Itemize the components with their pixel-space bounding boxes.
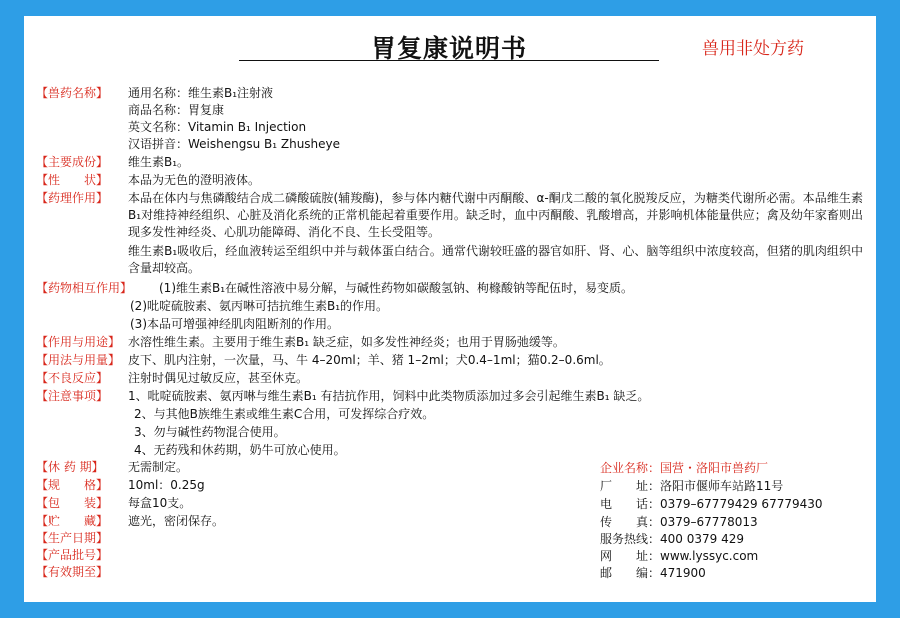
interaction-row bbox=[36, 280, 161, 296]
batch-row bbox=[36, 547, 128, 563]
precaution-item-2: 2、与其他B族维生素或维生素C合用，可发挥综合疗效。 bbox=[134, 407, 435, 421]
character-row bbox=[36, 172, 261, 188]
company-fax-value: 0379–67778013 bbox=[660, 515, 758, 529]
indication-value: 水溶性维生素。主要用于维生素B₁ 缺乏症，如多发性神经炎；也用于胃肠弛缓等。 bbox=[128, 335, 565, 349]
company-hotline-row bbox=[600, 531, 744, 547]
trade-name: 商品名称：胃复康 bbox=[128, 103, 225, 117]
pharmacology-paragraph-1: 本品在体内与焦磷酸结合成二磷酸硫胺(辅羧酶)，参与体内糖代谢中丙酮酸、α-酮戊二酸的氧化脱羧反应，为糖类代谢所必需。本品维生素B₁对维持神经组织、心脏及消化系统的正常机能起着重要作用。缺乏时，血中丙酮酸、乳酸增高，并影响机体能量供应；禽及幼年家畜则出现多发性神经炎、心肌功能障碍、消化不良、生长受阻等。 bbox=[128, 191, 863, 239]
instruction-sheet bbox=[24, 16, 876, 602]
indication-label: 【作用与用途】 bbox=[36, 335, 121, 349]
withdrawal-row bbox=[36, 459, 189, 475]
withdrawal-label: 【休 药 期】 bbox=[36, 460, 104, 474]
company-hotline-label: 服务热线： bbox=[600, 532, 661, 546]
spec-row bbox=[36, 477, 205, 493]
dosage-label: 【用法与用量】 bbox=[36, 353, 121, 367]
precaution-item-3: 3、勿与碱性药物混合使用。 bbox=[134, 425, 286, 439]
company-postcode-label: 邮 编： bbox=[600, 566, 661, 580]
company-postcode-row bbox=[600, 565, 706, 581]
precautions-row bbox=[36, 388, 650, 404]
ingredient-value: 维生素B₁。 bbox=[128, 155, 190, 169]
batch-label: 【产品批号】 bbox=[36, 548, 109, 562]
adverse-row bbox=[36, 370, 309, 386]
drug-name-label: 【兽药名称】 bbox=[36, 86, 109, 100]
dosage-row bbox=[36, 352, 611, 368]
pharmacology-row bbox=[36, 190, 128, 206]
company-phone-label: 电 话： bbox=[600, 497, 661, 511]
package-value: 每盒10支。 bbox=[128, 496, 192, 510]
storage-value: 遮光，密闭保存。 bbox=[128, 514, 225, 528]
precaution-item-1: 1、吡啶硫胺素、氨丙啉与维生素B₁ 有拮抗作用，饲料中此类物质添加过多会引起维生素B₁ 缺乏。 bbox=[128, 389, 650, 403]
pharmacology-label: 【药理作用】 bbox=[36, 191, 109, 205]
production-date-label: 【生产日期】 bbox=[36, 531, 109, 545]
storage-label: 【贮 藏】 bbox=[36, 514, 109, 528]
pinyin-name: 汉语拼音：Weishengsu B₁ Zhusheye bbox=[128, 137, 341, 151]
indication-row bbox=[36, 334, 565, 350]
production-date-row bbox=[36, 530, 128, 546]
company-website-row bbox=[600, 548, 759, 564]
company-website-value: www.lyssyc.com bbox=[660, 549, 759, 563]
english-name: 英文名称：Vitamin B₁ Injection bbox=[128, 120, 307, 134]
character-value: 本品为无色的澄明液体。 bbox=[128, 173, 261, 187]
storage-row bbox=[36, 513, 225, 529]
company-phone-row bbox=[600, 496, 823, 512]
company-postcode-value: 471900 bbox=[660, 566, 706, 580]
generic-name: 通用名称：维生素B₁注射液 bbox=[128, 86, 274, 100]
character-label: 【性 状】 bbox=[36, 173, 109, 187]
expiry-label: 【有效期至】 bbox=[36, 565, 109, 579]
company-address-row bbox=[600, 478, 784, 494]
precautions-label: 【注意事项】 bbox=[36, 389, 109, 403]
company-phone-value: 0379–67779429 67779430 bbox=[660, 497, 823, 511]
interaction-item-3: (3)本品可增强神经肌肉阻断剂的作用。 bbox=[130, 317, 339, 331]
company-fax-row bbox=[600, 514, 758, 530]
adverse-value: 注射时偶见过敏反应，甚至休克。 bbox=[128, 371, 309, 385]
ingredient-row bbox=[36, 154, 190, 170]
interaction-item-1: (1)维生素B₁在碱性溶液中易分解，与碱性药物如碳酸氢钠、枸橼酸钠等配伍时，易变质。 bbox=[159, 281, 634, 295]
pharmacology-paragraph-2: 维生素B₁吸收后，经血液转运至组织中并与载体蛋白结合。通常代谢较旺盛的器官如肝、肾、心、脑等组织中浓度较高，但猪的肌肉组织中含量却较高。 bbox=[128, 244, 863, 275]
company-name: 企业名称：国营・洛阳市兽药厂 bbox=[600, 461, 769, 475]
spec-value: 10ml：0.25g bbox=[128, 478, 205, 492]
withdrawal-value: 无需制定。 bbox=[128, 460, 189, 474]
ingredient-label: 【主要成份】 bbox=[36, 155, 109, 169]
company-hotline-value: 400 0379 429 bbox=[660, 532, 744, 546]
company-fax-label: 传 真： bbox=[600, 515, 661, 529]
expiry-row bbox=[36, 564, 128, 580]
precaution-item-4: 4、无药残和休药期，奶牛可放心使用。 bbox=[134, 443, 346, 457]
company-address-label: 厂 址： bbox=[600, 479, 661, 493]
drug-name-row bbox=[36, 85, 274, 101]
title-underline bbox=[239, 60, 659, 61]
spec-label: 【规 格】 bbox=[36, 478, 109, 492]
interaction-item-2: (2)吡啶硫胺素、氨丙啉可拮抗维生素B₁的作用。 bbox=[130, 299, 389, 313]
package-row bbox=[36, 495, 192, 511]
interaction-label: 【药物相互作用】 bbox=[36, 281, 133, 295]
company-website-label: 网 址： bbox=[600, 549, 661, 563]
otc-badge: 兽用非处方药 bbox=[702, 39, 804, 59]
page-title: 胃复康说明书 bbox=[370, 34, 527, 63]
package-label: 【包 装】 bbox=[36, 496, 109, 510]
dosage-value: 皮下、肌内注射，一次量，马、牛 4–20ml；羊、猪 1–2ml；犬0.4–1ml；猫0.2–0.6ml。 bbox=[128, 353, 611, 367]
adverse-label: 【不良反应】 bbox=[36, 371, 109, 385]
company-address-value: 洛阳市偃师车站路11号 bbox=[660, 479, 784, 493]
